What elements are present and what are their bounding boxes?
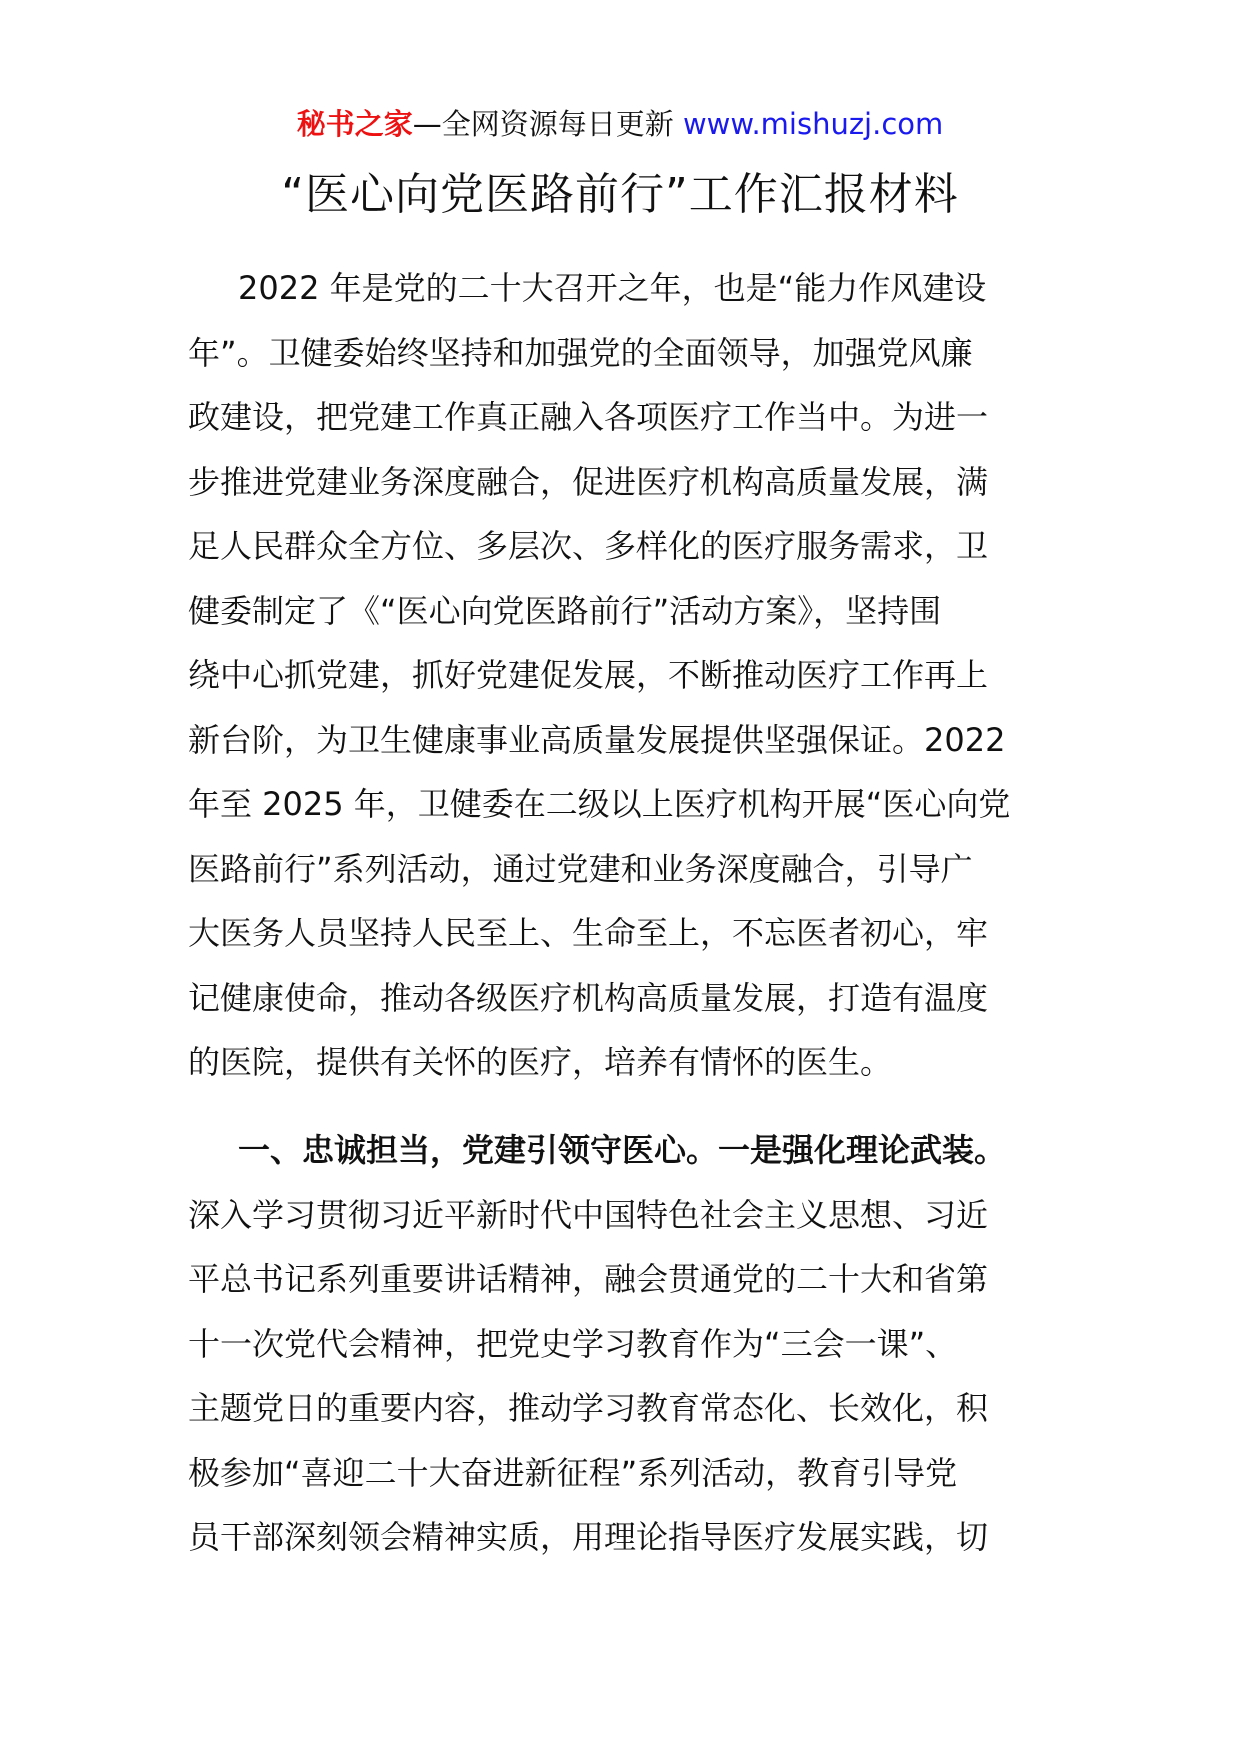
paragraph-line: 政建设，把党建工作真正融入各项医疗工作当中。为进一	[188, 398, 989, 436]
paragraph-line: 步推进党建业务深度融合，促进医疗机构高质量发展，满	[188, 462, 989, 501]
paragraph-line: 平总书记系列重要讲话精神，融会贯通党的二十大和省第	[188, 1260, 989, 1298]
paragraph-line: 足人民群众全方位、多层次、多样化的医疗服务需求，卫	[188, 527, 989, 565]
paragraph-2	[188, 1118, 1058, 1570]
paragraph-line: 十一次党代会精神，把党史学习教育作为“三会一课”、	[188, 1324, 958, 1363]
site-tagline: —全网资源每日更新	[412, 107, 674, 141]
site-url-link[interactable]: www.mishuzj.com	[682, 107, 944, 141]
paragraph-line: 年至 2025 年，卫健委在二级以上医疗机构开展“医心向党	[188, 785, 1011, 823]
paragraph-line: 健委制定了《“医心向党医路前行”活动方案》，坚持围	[188, 591, 942, 630]
paragraph-line: 记健康使命，推动各级医疗机构高质量发展，打造有温度	[188, 978, 989, 1017]
site-brand: 秘书之家	[296, 107, 413, 141]
paragraph-line: 主题党日的重要内容，推动学习教育常态化、长效化，积	[188, 1389, 989, 1427]
paragraph-line: 年”。卫健委始终坚持和加强党的全面领导，加强党风廉	[188, 333, 973, 372]
paragraph-line: 员干部深刻领会精神实质，用理论指导医疗发展实践，切	[188, 1518, 989, 1556]
section-heading: 一、忠诚担当，党建引领守医心。一是强化理论武装。	[238, 1131, 1007, 1169]
paragraph-line: 新台阶，为卫生健康事业高质量发展提供坚强保证。2022	[188, 720, 1006, 759]
paragraph-line: 深入学习贯彻习近平新时代中国特色社会主义思想、习近	[188, 1195, 989, 1234]
paragraph-line: 2022 年是党的二十大召开之年，也是“能力作风建设	[238, 269, 987, 307]
paragraph-line: 绕中心抓党建，抓好党建促发展，不断推动医疗工作再上	[188, 656, 989, 694]
site-header	[0, 104, 1240, 144]
paragraph-line: 的医院，提供有关怀的医疗，培养有情怀的医生。	[188, 1043, 893, 1081]
paragraph-line: 大医务人员坚持人民至上、生命至上，不忘医者初心，牢	[188, 914, 989, 952]
paragraph-line: 医路前行”系列活动，通过党建和业务深度融合，引导广	[188, 849, 973, 888]
document-title: “医心向党医路前行”工作汇报材料	[281, 169, 959, 220]
paragraph-1	[188, 256, 1058, 1095]
paragraph-line: 极参加“喜迎二十大奋进新征程”系列活动，教育引导党	[188, 1453, 958, 1492]
